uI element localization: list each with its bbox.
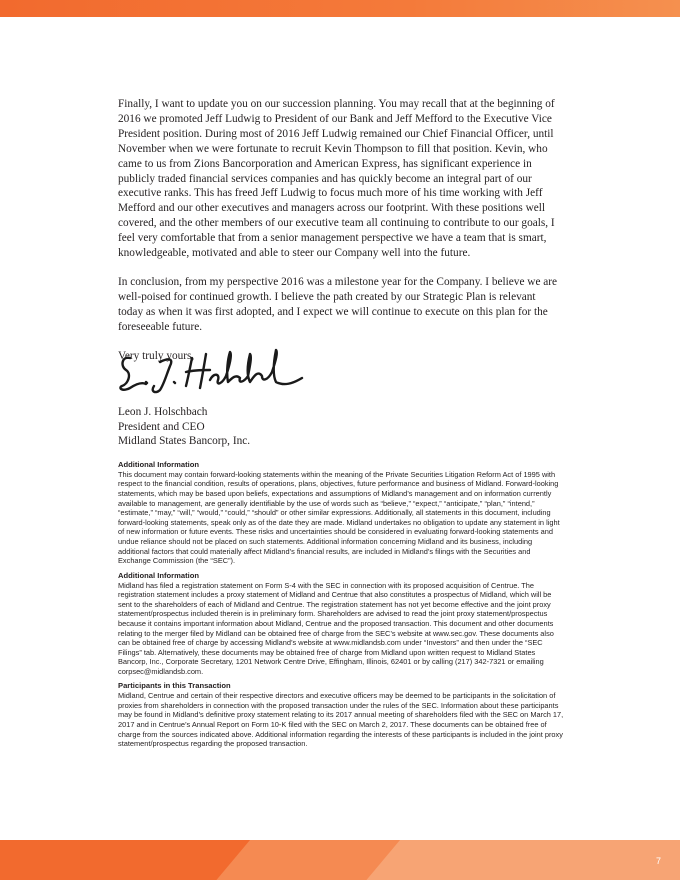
signer-title: President and CEO [118, 420, 205, 433]
disclosure-heading: Participants in this Transaction [118, 681, 231, 691]
handwritten-signature [116, 336, 306, 394]
disclosure-body: Midland has filed a registration statement on Form S-4 with the SEC in connection with its proposed acquisition of Centrue. The registration statement includes a proxy statement of Midland and Centrue that also constitutes a prospectus of Midland, which will be sent to the shareholders of each of Midland and Centrue. The registration statement has not yet become effective and the joint proxy statement/prospectus included therein is in preliminary form. Shareholders are advised to read the joint proxy statement/prospectus because it contains important information about Midland, Centrue and the proposed transaction. This document and other documents relating to the merger filed by Midland can be obtained free of charge from the SEC’s website at www.sec.gov. These documents also can be obtained free of charge by accessing Midland’s website at www.midlandsb.com under “Investors” and then under the “SEC Filings” tab. Alternatively, these documents may be obtained free of charge from Midland upon written request to Midland States Bancorp, Inc., Corporate Secretary, 1201 Network Centre Drive, Effingham, Illinois, 62401 or by calling (217) 342-7321 or emailing corpsec@midlandsb.com. [118, 580, 554, 676]
signer-company: Midland States Bancorp, Inc. [118, 435, 251, 447]
disclosure-heading: Additional Information [118, 460, 199, 469]
top-accent-bar [0, 0, 680, 17]
band-shape-light [366, 840, 680, 880]
letter-paragraph-conclusion: In conclusion, from my perspective 2016 was a milestone year for the Company. I believe we are well-poised for continued growth. I believe the path created by our Strategic Plan is relevant today as when it was first adopted, and I expect we will continue to execute on this plan for the foreseeable future. [118, 275, 558, 333]
disclosure-body: This document may contain forward-looking statements within the meaning of the Private Securities Litigation Reform Act of 1995 with respect to the financial condition, results of operations, plans, objectives, future performance and business of Midland. Forward-looking statements, which may be based upon beliefs, expectations and assumptions of Midland’s management and on information currently available to management, are generally identifiable by the use of words such as “believe,” “expect,” “anticipate,” “plan,” “intend,” “estimate,” “may,” “will,” “would,” “could,” “should” or other similar expressions. Additionally, all statements in this document, including forward-looking statements, speak only as of the date they are made. Midland undertakes no obligation to update any statement in light of new information or future events. These risks and uncertainties should be considered in evaluating forward-looking statements and undue reliance should not be placed on such statements. Additional information concerning Midland and its business, including additional factors that could materially affect Midland’s financial results, are included in Midland’s filings with the Securities and Exchange Commission (the “SEC”). [118, 469, 560, 566]
letter-closing: Very truly yours, [118, 349, 195, 362]
bottom-accent-band [0, 840, 680, 880]
disclosure-body: Midland, Centrue and certain of their respective directors and executive officers may be deemed to be participants in the solicitation of proxies from shareholders in connection with the proposed transaction under the rules of the SEC. Information about these participants may be found in Midland’s definitive proxy statement relating to its 2017 annual meeting of shareholders filed with the SEC on March 17, 2017 and in Centrue’s Annual Report on Form 10-K filed with the SEC on March 2, 2017. These documents can be obtained free of charge from the sources indicated above. Additional information regarding the interests of these participants is included in the joint proxy statement/prospectus regarding the proposed transaction. [118, 691, 564, 749]
disclosure-heading: Additional Information [118, 570, 199, 580]
signer-block [118, 405, 418, 449]
page-number: 7 [655, 856, 661, 866]
signer-name: Leon J. Holschbach [118, 406, 208, 418]
letter-paragraph-succession: Finally, I want to update you on our succession planning. You may recall that at the beginning of 2016 we promoted Jeff Ludwig to President of our Bank and Jeff Mefford to the Executive Vice President position. During most of 2016 Jeff Ludwig remained our Chief Financial Officer, until November when we were fortunate to recruit Kevin Thompson to fill that position. Kevin, who came to us from Zions Bancorporation and American Express, has significant experience in publicly traded financial services companies and has quickly become an integral part of our executive ranks. This has freed Jeff Ludwig to focus much more of his time working with Jeff Mefford and our other executives and managers across our footprint. With these positions well covered, and the other members of our executive team all continuing to contribute to our goals, I feel very comfortable that from a senior management perspective we have a team that is smart, knowledgeable, motivated and able to steer our Company well into the future. [118, 98, 555, 260]
legal-disclosures [118, 460, 564, 754]
